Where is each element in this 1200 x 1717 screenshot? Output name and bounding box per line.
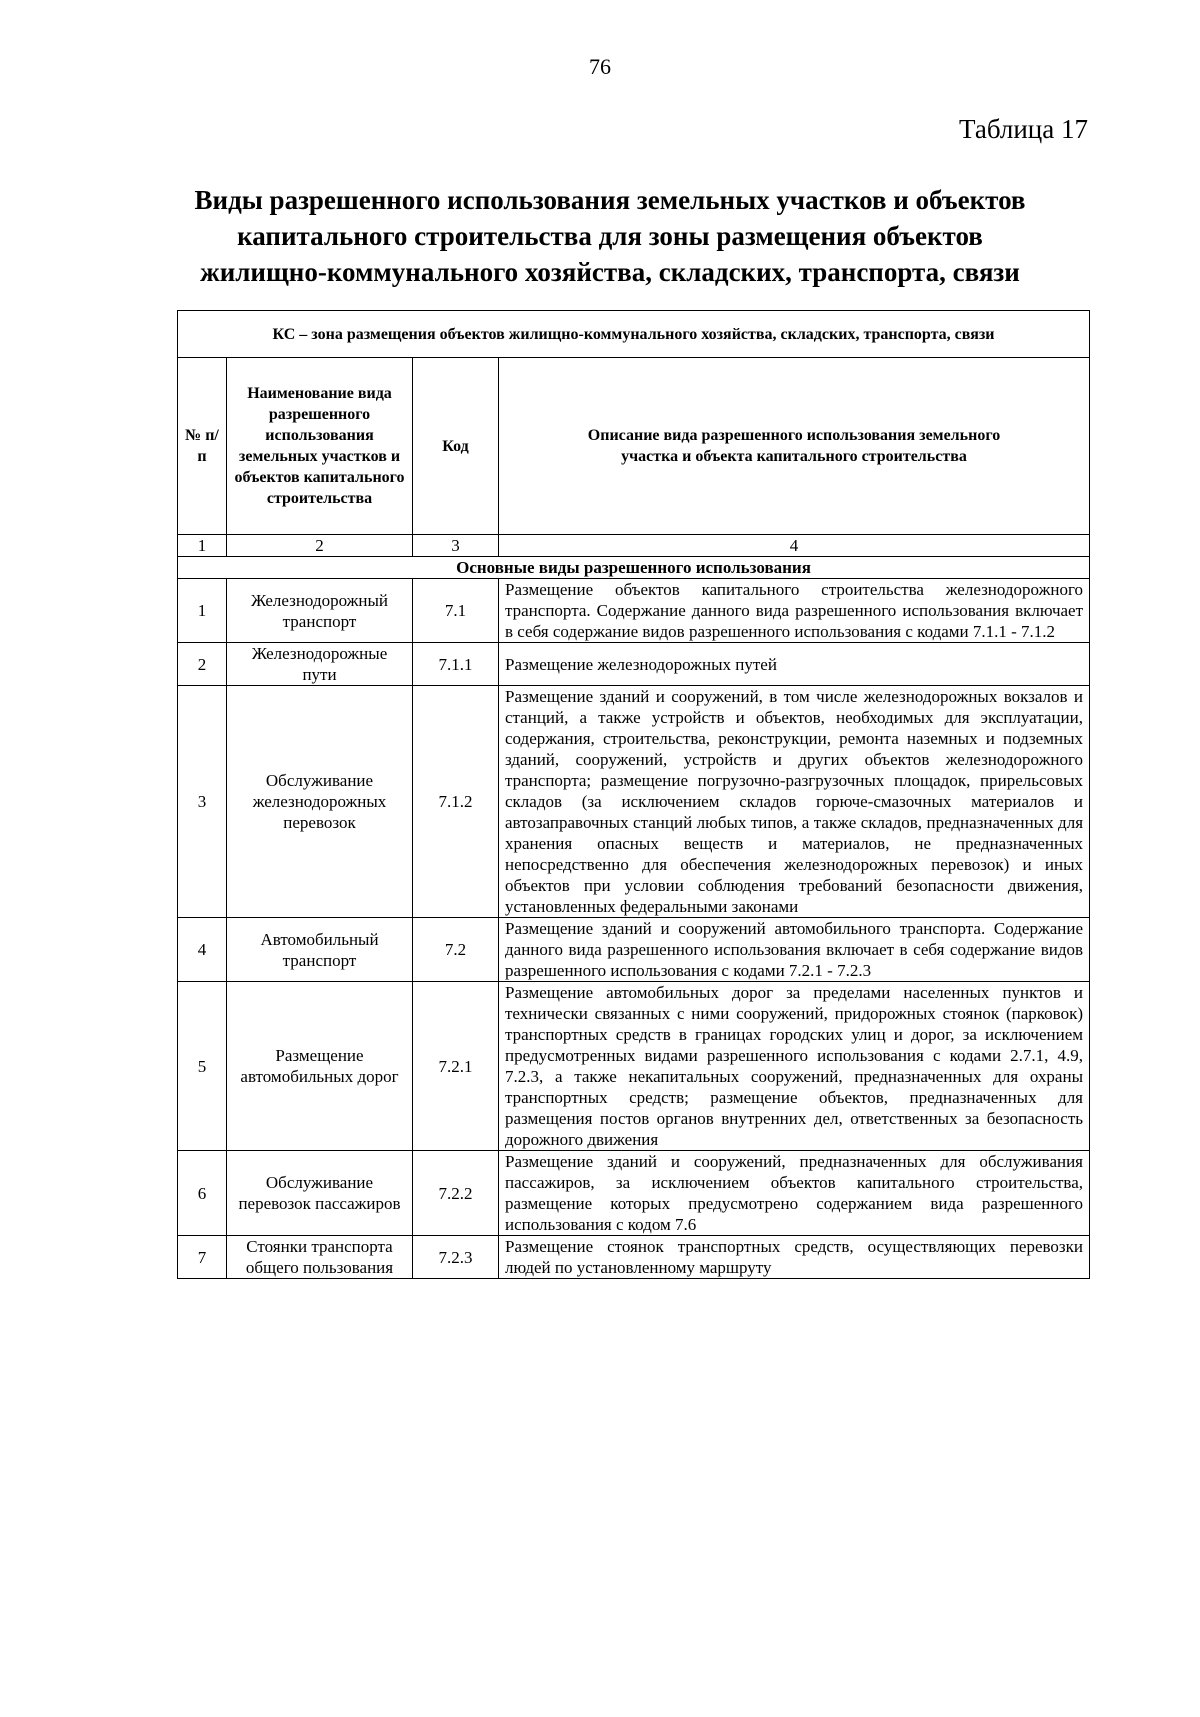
column-header-row [178, 358, 1090, 535]
row-description: Размещение железнодорожных путей [499, 643, 1090, 686]
row-number: 3 [178, 686, 227, 918]
row-code: 7.2.2 [413, 1151, 499, 1236]
row-name: Обслуживание перевозок пассажиров [227, 1151, 413, 1236]
permitted-use-table [177, 310, 1090, 1279]
column-number: 3 [413, 535, 499, 557]
zone-header: КС – зона размещения объектов жилищно-коммунального хозяйства, складских, транспорта, связи [178, 311, 1090, 358]
row-number: 6 [178, 1151, 227, 1236]
row-name: Стоянки транспорта общего пользования [227, 1236, 413, 1279]
table-row [178, 982, 1090, 1151]
table-row [178, 1236, 1090, 1279]
row-number: 4 [178, 918, 227, 982]
row-name: Автомобильный транспорт [227, 918, 413, 982]
table-row [178, 686, 1090, 918]
row-number: 5 [178, 982, 227, 1151]
page-number: 76 [589, 54, 611, 79]
table-row [178, 579, 1090, 643]
row-description: Размещение зданий и сооружений, предназначенных для обслуживания пассажиров, за исключением объектов капитального строительства, размещение которых предусмотрено содержанием вида разрешенного использования с кодом 7.6 [499, 1151, 1090, 1236]
row-code: 7.2.1 [413, 982, 499, 1151]
title-line: капитального строительства для зоны размещения объектов [237, 221, 983, 251]
column-header-num: № п/п [178, 358, 227, 535]
column-header-description: Описание вида разрешенного использования земельного участка и объекта капитального строительства [499, 358, 1090, 535]
row-description: Размещение зданий и сооружений, в том числе железнодорожных вокзалов и станций, а также устройств и объектов, необходимых для эксплуатации, содержания, строительства, реконструкции, ремонта наземных и подземных зданий, сооружений, устройств и других объектов железнодорожного транспорта; размещение погрузочно-разгрузочных площадок, прирельсовых складов (за исключением складов горюче-смазочных материалов и автозаправочных станций любых типов, а также складов, предназначенных для хранения опасных веществ и материалов, не предназначенных непосредственно для обеспечения железнодорожных перевозок) и иных объектов при условии соблюдения требований безопасности движения, установленных федеральными законами [499, 686, 1090, 918]
row-name: Обслуживание железнодорожных перевозок [227, 686, 413, 918]
title-line: Виды разрешенного использования земельных участков и объектов [194, 185, 1026, 215]
row-code: 7.1 [413, 579, 499, 643]
column-number: 2 [227, 535, 413, 557]
column-number: 1 [178, 535, 227, 557]
row-name: Железнодорожные пути [227, 643, 413, 686]
column-number-row [178, 535, 1090, 557]
document-title [150, 182, 1070, 290]
zone-header-row [178, 311, 1090, 358]
column-header-name: Наименование вида разрешенного использования земельных участков и объектов капитального строительства [227, 358, 413, 535]
row-description: Размещение автомобильных дорог за пределами населенных пунктов и технически связанных с ними сооружений, придорожных стоянок (парковок) транспортных средств в границах городских улиц и дорог, за исключением предусмотренных видами разрешенного использования с кодами 2.7.1, 4.9, 7.2.3, а также некапитальных сооружений, предназначенных для охраны транспортных средств; размещение объектов, предназначенных для размещения постов органов внутренних дел, ответственных за безопасность дорожного движения [499, 982, 1090, 1151]
table-row [178, 1151, 1090, 1236]
row-name: Размещение автомобильных дорог [227, 982, 413, 1151]
table-label: Таблица 17 [959, 114, 1088, 144]
table-row [178, 918, 1090, 982]
column-number: 4 [499, 535, 1090, 557]
table-row [178, 643, 1090, 686]
column-header-code: Код [413, 358, 499, 535]
row-description: Размещение зданий и сооружений автомобильного транспорта. Содержание данного вида разрешенного использования включает в себя содержание видов разрешенного использования с кодами 7.2.1 - 7.2.3 [499, 918, 1090, 982]
row-number: 2 [178, 643, 227, 686]
row-name: Железнодорожный транспорт [227, 579, 413, 643]
row-code: 7.2 [413, 918, 499, 982]
row-code: 7.1.2 [413, 686, 499, 918]
section-row [178, 557, 1090, 579]
row-code: 7.2.3 [413, 1236, 499, 1279]
title-line: жилищно-коммунального хозяйства, складских, транспорта, связи [200, 257, 1020, 287]
row-description: Размещение объектов капитального строительства железнодорожного транспорта. Содержание данного вида разрешенного использования включает в себя содержание видов разрешенного использования с кодами 7.1.1 - 7.1.2 [499, 579, 1090, 643]
row-number: 1 [178, 579, 227, 643]
row-description: Размещение стоянок транспортных средств, осуществляющих перевозки людей по установленному маршруту [499, 1236, 1090, 1279]
section-title: Основные виды разрешенного использования [178, 557, 1090, 579]
row-number: 7 [178, 1236, 227, 1279]
row-code: 7.1.1 [413, 643, 499, 686]
